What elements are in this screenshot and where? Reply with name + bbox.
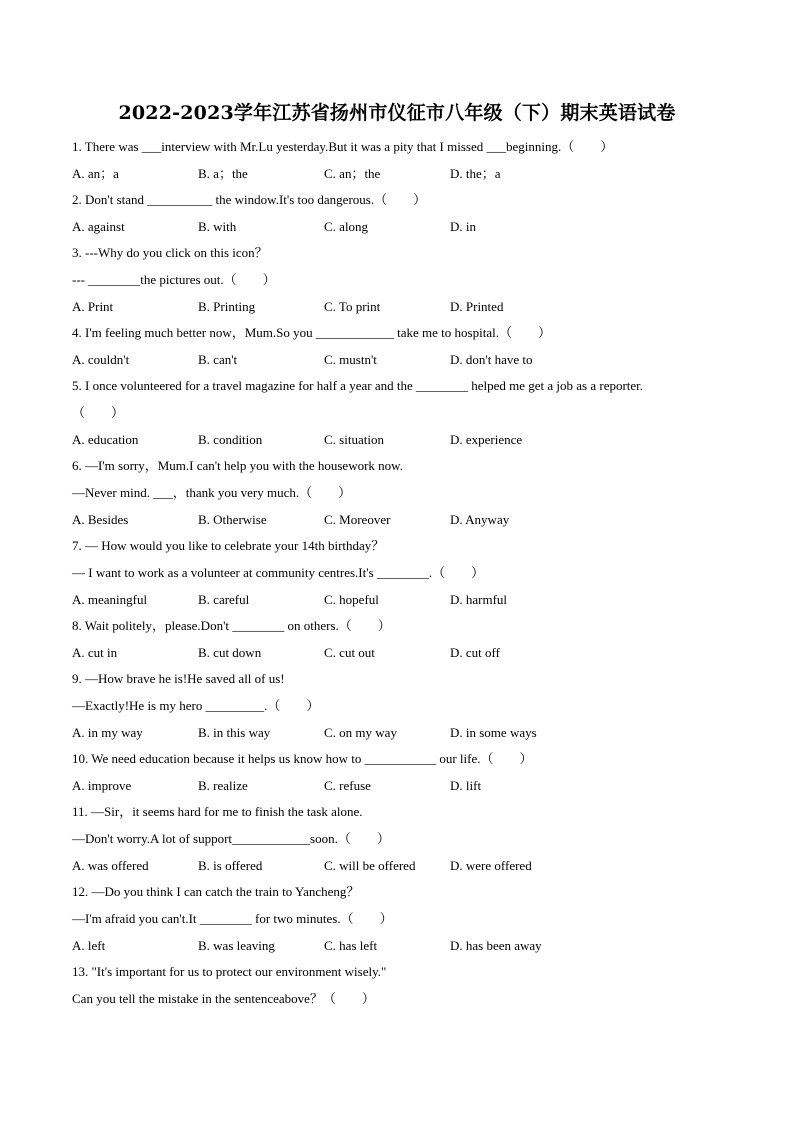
question-8 xyxy=(72,617,732,662)
option-b: B. a；the xyxy=(198,165,248,181)
option-a: A. an；a xyxy=(72,165,119,181)
question-7 xyxy=(72,537,732,609)
option-a: A. meaningful xyxy=(72,591,148,607)
question-11 xyxy=(72,803,732,875)
option-a: A. cut in xyxy=(72,644,118,660)
option-d: D. Printed xyxy=(450,298,504,314)
option-a: A. left xyxy=(72,937,106,953)
option-d: D. the；a xyxy=(450,165,501,181)
options-row xyxy=(72,857,732,875)
question-stem-continued: —Exactly!He is my hero _________.（ ） xyxy=(72,698,320,713)
option-d: D. in xyxy=(450,218,476,234)
option-c: C. mustn't xyxy=(324,351,377,367)
option-c: C. cut out xyxy=(324,644,375,660)
question-stem-continued: — I want to work as a volunteer at community centres.It's ________.（ ） xyxy=(72,565,485,580)
question-2 xyxy=(72,191,732,236)
options-row xyxy=(72,218,732,236)
question-stem-continued: Can you tell the mistake in the sentenceabove？（ ） xyxy=(72,991,375,1006)
question-stem: 12. —Do you think I can catch the train to Yancheng？ xyxy=(72,884,360,899)
question-stem: 2. Don't stand __________ the window.It's too dangerous.（ ） xyxy=(72,192,427,207)
option-b: B. careful xyxy=(198,591,250,607)
options-row xyxy=(72,644,732,662)
question-stem: 5. I once volunteered for a travel magazine for half a year and the ________ helped me get a job as a reporter. xyxy=(72,378,644,393)
option-d: D. harmful xyxy=(450,591,508,607)
option-c: C. will be offered xyxy=(324,857,416,873)
question-stem: 4. I'm feeling much better now，Mum.So you ____________ take me to hospital.（ ） xyxy=(72,325,551,340)
question-stem-continued: —Don't worry.A lot of support____________soon.（ ） xyxy=(72,831,390,846)
question-12 xyxy=(72,883,732,955)
options-row xyxy=(72,591,732,609)
question-stem-continued: --- ________the pictures out.（ ） xyxy=(72,272,276,287)
option-b: B. can't xyxy=(198,351,238,367)
option-d: D. experience xyxy=(450,431,523,447)
question-13 xyxy=(72,963,732,1008)
option-c: C. along xyxy=(324,218,369,234)
question-stem-continued: —Never mind. ___，thank you very much.（ ） xyxy=(72,485,352,500)
option-a: A. was offered xyxy=(72,857,149,873)
option-a: A. Print xyxy=(72,298,114,314)
question-stem: 9. —How brave he is!He saved all of us! xyxy=(72,671,285,686)
options-row xyxy=(72,165,732,183)
option-b: B. Otherwise xyxy=(198,511,267,527)
option-b: B. in this way xyxy=(198,724,271,740)
option-d: D. Anyway xyxy=(450,511,510,527)
question-stem: 3. ---Why do you click on this icon？ xyxy=(72,245,268,260)
question-stem: 11. —Sir，it seems hard for me to finish the task alone. xyxy=(72,804,363,819)
option-c: C. has left xyxy=(324,937,378,953)
option-b: B. Printing xyxy=(198,298,256,314)
option-b: B. is offered xyxy=(198,857,263,873)
option-c: C. Moreover xyxy=(324,511,391,527)
options-row xyxy=(72,511,732,529)
option-a: A. couldn't xyxy=(72,351,130,367)
option-b: B. with xyxy=(198,218,237,234)
option-c: C. To print xyxy=(324,298,381,314)
question-stem: 8. Wait politely，please.Don't ________ on others.（ ） xyxy=(72,618,391,633)
question-stem: 6. —I'm sorry，Mum.I can't help you with the housework now. xyxy=(72,458,403,473)
exam-title: 2022-2023学年江苏省扬州市仪征市八年级（下）期末英语试卷 xyxy=(118,102,676,124)
options-row xyxy=(72,724,732,742)
option-d: D. were offered xyxy=(450,857,532,873)
question-stem: 10. We need education because it helps us know how to ___________ our life.（ ） xyxy=(72,751,533,766)
option-b: B. condition xyxy=(198,431,263,447)
option-b: B. realize xyxy=(198,777,248,793)
option-d: D. has been away xyxy=(450,937,542,953)
option-c: C. refuse xyxy=(324,777,371,793)
option-a: A. in my way xyxy=(72,724,143,740)
question-list xyxy=(72,138,732,1017)
option-d: D. cut off xyxy=(450,644,500,660)
options-row xyxy=(72,298,732,316)
question-10 xyxy=(72,750,732,795)
options-row xyxy=(72,351,732,369)
question-stem: 1. There was ___interview with Mr.Lu yesterday.But it was a pity that I missed ___beginning.（ ） xyxy=(72,139,614,154)
options-row xyxy=(72,777,732,795)
option-a: A. improve xyxy=(72,777,132,793)
question-stem: 13. "It's important for us to protect our environment wisely." xyxy=(72,964,387,979)
question-4 xyxy=(72,324,732,369)
option-b: B. cut down xyxy=(198,644,262,660)
question-stem-continued: （ ） xyxy=(72,405,125,420)
option-c: C. hopeful xyxy=(324,591,379,607)
option-c: C. an；the xyxy=(324,165,381,181)
option-a: A. education xyxy=(72,431,139,447)
option-a: A. against xyxy=(72,218,125,234)
question-stem-continued: —I'm afraid you can't.It ________ for two minutes.（ ） xyxy=(72,911,393,926)
option-c: C. on my way xyxy=(324,724,397,740)
option-d: D. in some ways xyxy=(450,724,537,740)
option-d: D. don't have to xyxy=(450,351,533,367)
options-row xyxy=(72,431,732,449)
option-d: D. lift xyxy=(450,777,482,793)
question-3 xyxy=(72,244,732,316)
option-b: B. was leaving xyxy=(198,937,275,953)
question-6 xyxy=(72,457,732,529)
question-5 xyxy=(72,377,732,449)
option-a: A. Besides xyxy=(72,511,129,527)
option-c: C. situation xyxy=(324,431,384,447)
question-9 xyxy=(72,670,732,742)
question-stem: 7. — How would you like to celebrate your 14th birthday？ xyxy=(72,538,385,553)
question-1 xyxy=(72,138,732,183)
options-row xyxy=(72,937,732,955)
